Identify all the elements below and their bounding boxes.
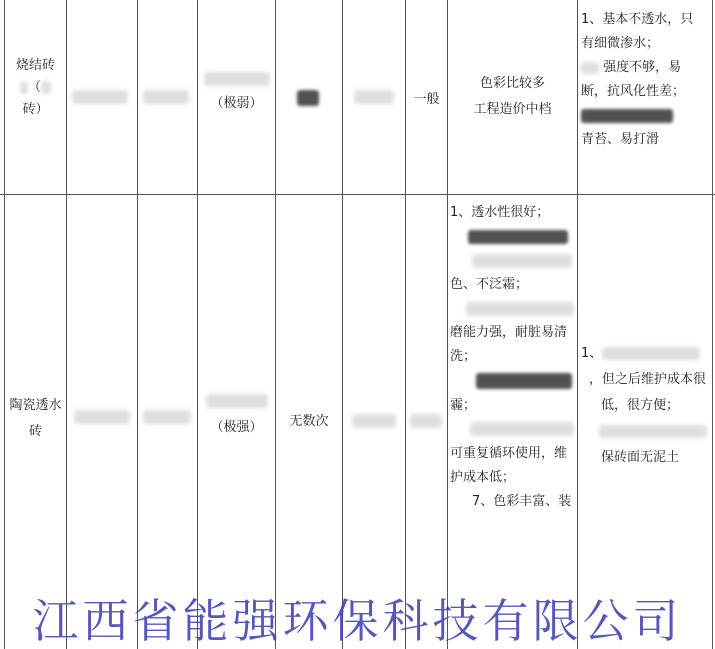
redacted-text [599,425,707,438]
row-divider [0,194,715,195]
strength-cell [198,72,275,112]
note-line: 断，抗风化性差； [581,84,686,99]
feature-line: 护成本低； [450,469,516,485]
redacted-cell [143,410,191,429]
feature-line [450,301,577,317]
column-divider [137,0,138,649]
redacted-cell [410,414,442,433]
redacted-text [143,90,189,104]
redacted-text [410,414,442,428]
redacted-text [602,347,700,360]
feature-line: 霾； [450,397,477,413]
feature-cell [450,205,577,510]
row-name-cell [5,398,66,440]
note-line: 有细微渗水； [581,36,660,51]
feature-line: 工程造价中档 [473,102,552,117]
column-divider [275,0,276,649]
feature-line: 7、色彩丰富、装 [472,493,572,509]
redacted-text [581,62,599,74]
column-divider [342,0,343,649]
redacted-text [476,373,572,389]
feature-line: 洗； [450,349,477,364]
note-line [581,108,712,124]
redacted-text [581,109,673,123]
note-line: 青苔、易打滑 [581,132,660,147]
note-line: 1、 [581,346,712,362]
redacted-text [472,254,572,268]
feature-line [450,229,577,245]
redacted-text [72,90,128,104]
redacted-cell [352,414,396,433]
redacted-text [41,81,51,94]
note-cell [581,346,712,466]
redacted-text [206,394,268,408]
redacted-text [468,230,568,244]
note-line: 1、基本不透水，只 [581,12,694,27]
redacted-text [143,410,191,424]
redacted-cell [297,90,319,111]
redacted-text [354,90,394,104]
row-name-line: 陶瓷透水 [9,398,62,413]
row-name-line: 烧结砖 [15,58,55,73]
feature-line: 色、不泛霜； [450,277,529,292]
note-line: 保砖面无泥土 [601,450,680,465]
rating-cell: 一般 [413,92,440,107]
feature-line [450,422,577,438]
redacted-cell [72,90,128,109]
feature-cell [448,76,577,118]
note-line: 低，很方便； [601,398,680,413]
reuse-count-cell: 无数次 [289,414,329,429]
strength-cell [198,394,275,436]
column-divider [66,0,67,649]
redacted-text [470,422,574,436]
feature-line [450,373,577,390]
note-line: 强度不够，易 [581,60,712,76]
redacted-text [74,410,130,424]
company-watermark: 江西省能强环保科技有限公司 [32,594,683,648]
feature-line: 1、透水性很好； [450,205,550,220]
feature-line: 色彩比较多 [479,76,545,91]
feature-line: 可重复循环使用，维 [450,445,568,461]
row-name-line: 砖） [22,102,49,117]
row-name-line: 砖 [28,424,42,439]
column-divider [577,0,578,649]
note-cell [581,12,712,148]
redacted-cell [143,90,189,109]
strength-value: （极弱） [210,96,263,111]
redacted-text [20,81,28,94]
redacted-cell [354,90,394,109]
note-line [581,424,712,440]
feature-line [450,253,577,269]
strength-value: （极强） [210,420,263,435]
row-name-line: （ [5,80,66,96]
row-name-cell [5,58,66,118]
note-line: ，但之后维护成本很 [589,372,707,387]
redacted-text [352,414,396,428]
redacted-text [297,90,319,106]
feature-line: 磨能力强，耐脏易清 [450,325,568,340]
redacted-text [466,302,574,316]
redacted-text [204,72,270,86]
table-border-right [712,0,713,649]
redacted-cell [74,410,130,429]
